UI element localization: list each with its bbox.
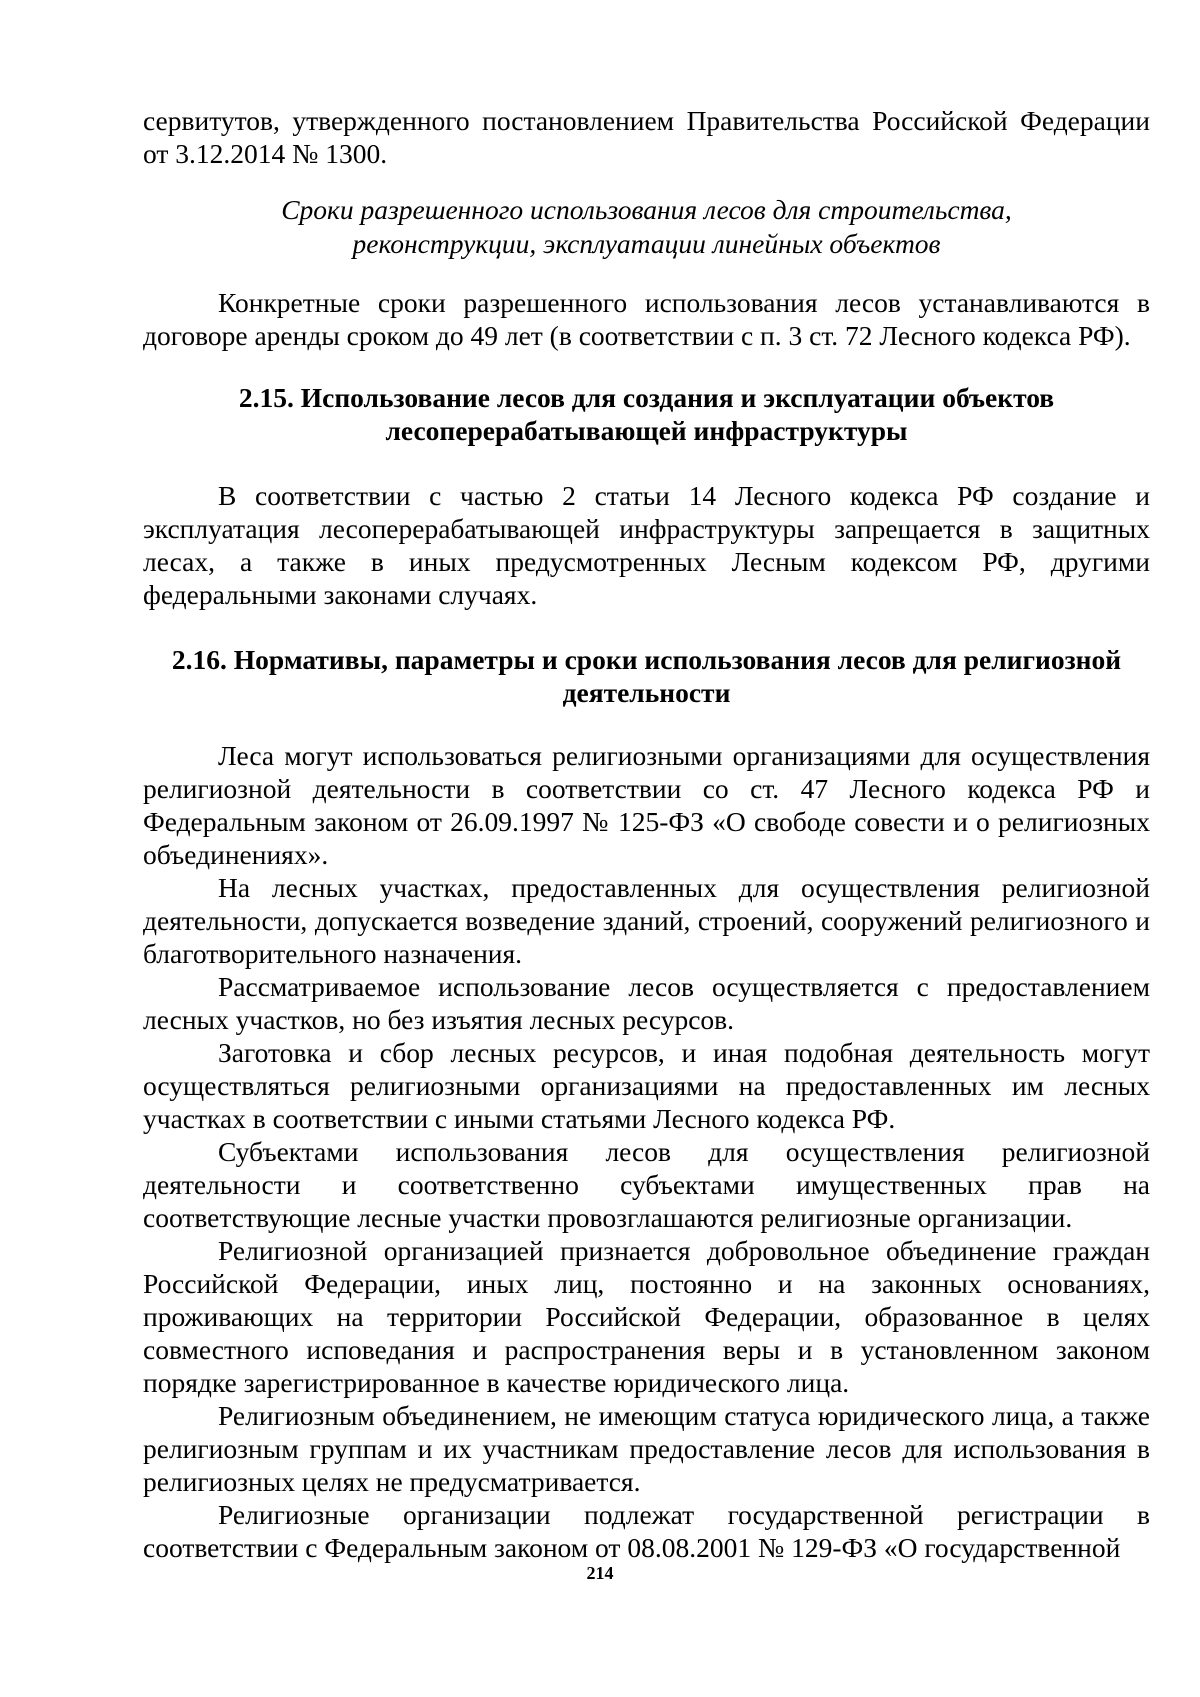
section-2-16-paragraph-4: Заготовка и сбор лесных ресурсов, и иная подобная деятельность могут осуществляться религиозными организациями на предоставленных им лесных участках в соответствии с иными статьями Лесного кодекса РФ. xyxy=(143,1037,1150,1134)
section-2-16-paragraph-1: Леса могут использоваться религиозными организациями для осуществления религиозной деятельности в соответствии со ст. 47 Лесного кодекса РФ и Федеральным законом от 26.09.1997 № 125-ФЗ «О свободе совести и о религиозных объединениях». xyxy=(143,740,1150,870)
document-page xyxy=(143,104,1150,1564)
section-2-16-paragraph-8: Религиозные организации подлежат государственной регистрации в соответствии с Федеральным законом от 08.08.2001 № 129-ФЗ «О государственной xyxy=(143,1499,1150,1563)
subsection-title xyxy=(143,193,1150,261)
subsection-title-line-1: Сроки разрешенного использования лесов для строительства, xyxy=(281,194,1012,225)
section-2-16-heading xyxy=(143,643,1150,709)
section-2-16-paragraph-7: Религиозным объединением, не имеющим статуса юридического лица, а также религиозным группам и их участникам предоставление лесов для использования в религиозных целях не предусматривается. xyxy=(143,1400,1150,1497)
section-2-15-paragraph: В соответствии с частью 2 статьи 14 Лесного кодекса РФ создание и эксплуатация лесоперерабатывающей инфраструктуры запрещается в защитных лесах, а также в иных предусмотренных Лесным кодексом РФ, другими федеральными законами случаях. xyxy=(143,480,1150,610)
subsection-title-line-2: реконструкции, эксплуатации линейных объектов xyxy=(352,228,941,259)
section-2-16-paragraph-6: Религиозной организацией признается добровольное объединение граждан Российской Федерации, иных лиц, постоянно и на законных основаниях, проживающих на территории Российской Федерации, образованное в целях совместного исповедания и распространения веры и в установленном законом порядке зарегистрированное в качестве юридического лица. xyxy=(143,1235,1150,1398)
subsection-paragraph: Конкретные сроки разрешенного использования лесов устанавливаются в договоре аренды сроком до 49 лет (в соответствии с п. 3 ст. 72 Лесного кодекса РФ). xyxy=(143,287,1150,351)
section-2-15-heading xyxy=(143,381,1150,447)
section-2-16-heading-line-2: деятельности xyxy=(562,677,731,708)
page-number: 214 xyxy=(586,1563,614,1583)
section-2-16-heading-line-1: 2.16. Нормативы, параметры и сроки использования лесов для религиозной xyxy=(171,644,1122,675)
section-2-15-heading-line-1: 2.15. Использование лесов для создания и эксплуатации объектов xyxy=(238,382,1055,413)
section-2-16-paragraph-2: На лесных участках, предоставленных для осуществления религиозной деятельности, допускается возведение зданий, строений, сооружений религиозного и благотворительного назначения. xyxy=(143,872,1150,969)
section-2-16-paragraph-3: Рассматриваемое использование лесов осуществляется с предоставлением лесных участков, но без изъятия лесных ресурсов. xyxy=(143,971,1150,1035)
opening-paragraph: сервитутов, утвержденного постановлением Правительства Российской Федерации от 3.12.2014 № 1300. xyxy=(143,105,1150,169)
section-2-15-heading-line-2: лесоперерабатывающей инфраструктуры xyxy=(385,415,908,446)
section-2-16-paragraph-5: Субъектами использования лесов для осуществления религиозной деятельности и соответственно субъектами имущественных прав на соответствующие лесные участки провозглашаются религиозные организации. xyxy=(143,1136,1150,1233)
